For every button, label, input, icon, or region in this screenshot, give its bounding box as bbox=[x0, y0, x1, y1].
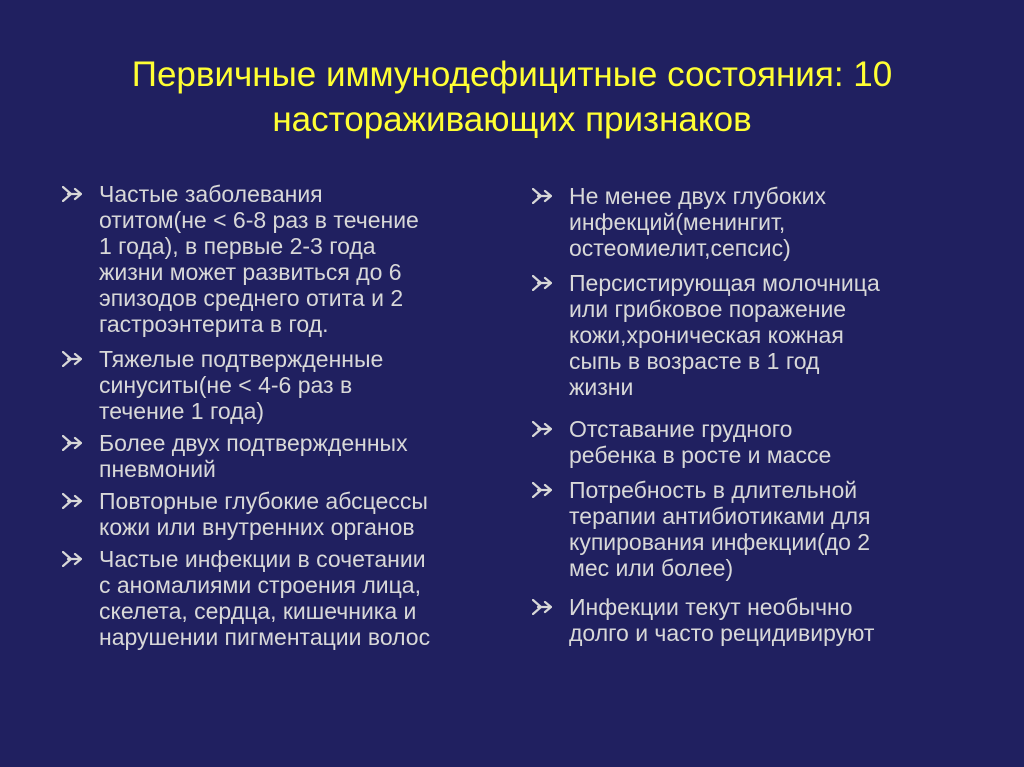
list-item bbox=[532, 183, 972, 261]
list-item bbox=[62, 346, 502, 424]
list-item bbox=[532, 416, 972, 468]
list-item bbox=[532, 477, 972, 581]
list-item-text: Потребность в длительной терапии антибиотиками для купирования инфекции(до 2 мес или более) bbox=[569, 477, 871, 581]
list-item-text: Более двух подтвержденных пневмоний bbox=[99, 430, 408, 482]
slide-title bbox=[0, 52, 1024, 142]
list-item bbox=[62, 430, 502, 482]
list-item bbox=[62, 181, 502, 337]
list-item bbox=[62, 488, 502, 540]
list-item-text: Инфекции текут необычно долго и часто рецидивируют bbox=[569, 594, 875, 646]
title-line-1: Первичные иммунодефицитные состояния: 10 bbox=[131, 55, 893, 94]
title-line-2: настораживающих признаков bbox=[272, 100, 752, 139]
chevron-arrow-bullet-icon bbox=[532, 594, 552, 620]
chevron-arrow-bullet-icon bbox=[532, 477, 552, 503]
list-item-text: Частые инфекции в сочетании с аномалиями строения лица, скелета, сердца, кишечника и нарушении пигментации волос bbox=[99, 546, 431, 650]
chevron-arrow-bullet-icon bbox=[62, 181, 82, 207]
list-item-text: Отставание грудного ребенка в росте и массе bbox=[569, 416, 832, 468]
chevron-arrow-bullet-icon bbox=[532, 270, 552, 296]
list-item bbox=[62, 546, 502, 650]
chevron-arrow-bullet-icon bbox=[62, 430, 82, 456]
list-item-text: Персистирующая молочница или грибковое поражение кожи,хроническая кожная сыпь в возрасте в 1 год жизни bbox=[569, 270, 880, 400]
list-item bbox=[532, 270, 972, 400]
list-item bbox=[532, 594, 972, 646]
chevron-arrow-bullet-icon bbox=[532, 183, 552, 209]
chevron-arrow-bullet-icon bbox=[62, 546, 82, 572]
chevron-arrow-bullet-icon bbox=[62, 488, 82, 514]
list-item-text: Тяжелые подтвержденные синуситы(не < 4-6 раз в течение 1 года) bbox=[99, 346, 384, 424]
list-item-text: Не менее двух глубоких инфекций(менингит, остеомиелит,сепсис) bbox=[569, 183, 827, 261]
chevron-arrow-bullet-icon bbox=[532, 416, 552, 442]
list-item-text: Частые заболевания отитом(не < 6-8 раз в течение 1 года), в первые 2-3 года жизни может развиться до 6 эпизодов среднего отита и 2 гастроэнтерита в год. bbox=[99, 181, 419, 337]
list-item-text: Повторные глубокие абсцессы кожи или внутренних органов bbox=[99, 488, 428, 540]
chevron-arrow-bullet-icon bbox=[62, 346, 82, 372]
